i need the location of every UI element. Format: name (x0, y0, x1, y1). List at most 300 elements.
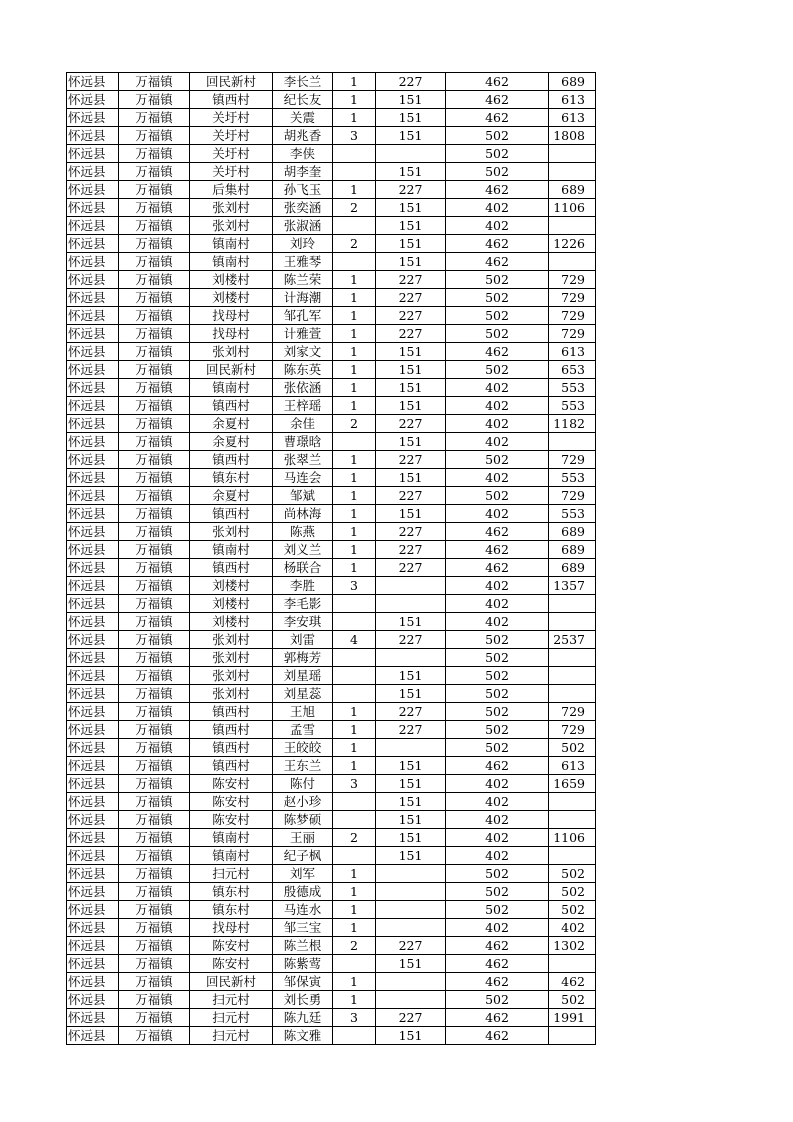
cell-county: 怀远县 (67, 595, 119, 613)
cell-county: 怀远县 (67, 181, 119, 199)
cell-county: 怀远县 (67, 559, 119, 577)
cell-county: 怀远县 (67, 901, 119, 919)
cell-village: 镇南村 (190, 847, 273, 865)
cell-amount-a: 151 (376, 379, 446, 397)
cell-count (333, 595, 376, 613)
cell-village: 镇西村 (190, 757, 273, 775)
cell-county: 怀远县 (67, 1027, 119, 1045)
cell-county: 怀远县 (67, 829, 119, 847)
cell-amount-a (376, 739, 446, 757)
cell-county: 怀远县 (67, 1009, 119, 1027)
cell-village: 回民新村 (190, 73, 273, 91)
cell-town: 万福镇 (119, 325, 190, 343)
table-row (67, 415, 596, 433)
cell-count: 2 (333, 829, 376, 847)
cell-amount-b: 502 (446, 865, 549, 883)
cell-name: 刘义兰 (273, 541, 333, 559)
cell-amount-a: 151 (376, 829, 446, 847)
cell-name: 计海潮 (273, 289, 333, 307)
cell-total: 1226 (549, 235, 596, 253)
cell-town: 万福镇 (119, 559, 190, 577)
cell-amount-b: 462 (446, 181, 549, 199)
cell-name: 陈兰荣 (273, 271, 333, 289)
cell-total: 553 (549, 397, 596, 415)
cell-amount-b: 402 (446, 397, 549, 415)
cell-amount-b: 502 (446, 271, 549, 289)
cell-name: 王皎皎 (273, 739, 333, 757)
cell-count: 1 (333, 271, 376, 289)
cell-amount-b: 402 (446, 919, 549, 937)
cell-town: 万福镇 (119, 829, 190, 847)
cell-name: 张翠兰 (273, 451, 333, 469)
cell-village: 镇西村 (190, 451, 273, 469)
cell-amount-b: 502 (446, 163, 549, 181)
table-row (67, 865, 596, 883)
cell-village: 镇西村 (190, 397, 273, 415)
cell-town: 万福镇 (119, 343, 190, 361)
cell-town: 万福镇 (119, 145, 190, 163)
cell-village: 陈安村 (190, 811, 273, 829)
cell-amount-a: 227 (376, 721, 446, 739)
cell-village: 张刘村 (190, 685, 273, 703)
cell-count: 1 (333, 883, 376, 901)
cell-total (549, 145, 596, 163)
cell-village: 镇西村 (190, 721, 273, 739)
cell-county: 怀远县 (67, 379, 119, 397)
cell-count: 4 (333, 631, 376, 649)
table-row (67, 703, 596, 721)
cell-amount-a (376, 919, 446, 937)
cell-county: 怀远县 (67, 955, 119, 973)
cell-amount-a: 227 (376, 271, 446, 289)
table-row (67, 541, 596, 559)
table-row (67, 199, 596, 217)
cell-total: 402 (549, 919, 596, 937)
cell-amount-a: 227 (376, 937, 446, 955)
cell-amount-b: 402 (446, 577, 549, 595)
table-row (67, 181, 596, 199)
cell-total: 1106 (549, 199, 596, 217)
cell-count (333, 685, 376, 703)
cell-town: 万福镇 (119, 379, 190, 397)
cell-count: 2 (333, 235, 376, 253)
cell-total: 613 (549, 91, 596, 109)
table-row (67, 847, 596, 865)
cell-village: 镇西村 (190, 91, 273, 109)
table-row (67, 433, 596, 451)
table-row (67, 559, 596, 577)
cell-village: 刘楼村 (190, 289, 273, 307)
cell-name: 李侠 (273, 145, 333, 163)
table-row (67, 667, 596, 685)
cell-name: 王旭 (273, 703, 333, 721)
cell-total: 689 (549, 559, 596, 577)
cell-name: 刘星蕊 (273, 685, 333, 703)
cell-amount-b: 402 (446, 199, 549, 217)
cell-count: 1 (333, 307, 376, 325)
cell-count: 1 (333, 487, 376, 505)
cell-town: 万福镇 (119, 775, 190, 793)
cell-town: 万福镇 (119, 955, 190, 973)
cell-county: 怀远县 (67, 451, 119, 469)
cell-amount-b: 502 (446, 487, 549, 505)
cell-count (333, 613, 376, 631)
cell-name: 刘星瑶 (273, 667, 333, 685)
cell-amount-a: 151 (376, 685, 446, 703)
cell-total: 613 (549, 757, 596, 775)
cell-village: 张刘村 (190, 343, 273, 361)
cell-amount-a: 151 (376, 361, 446, 379)
cell-amount-b: 462 (446, 973, 549, 991)
cell-amount-a: 227 (376, 703, 446, 721)
table-row (67, 901, 596, 919)
cell-amount-b: 462 (446, 541, 549, 559)
cell-town: 万福镇 (119, 631, 190, 649)
cell-amount-b: 502 (446, 703, 549, 721)
cell-name: 郭梅芳 (273, 649, 333, 667)
cell-amount-a: 151 (376, 613, 446, 631)
cell-total: 1302 (549, 937, 596, 955)
cell-town: 万福镇 (119, 721, 190, 739)
cell-name: 杨联合 (273, 559, 333, 577)
cell-town: 万福镇 (119, 181, 190, 199)
cell-amount-a: 151 (376, 757, 446, 775)
cell-name: 陈付 (273, 775, 333, 793)
cell-name: 陈文雅 (273, 1027, 333, 1045)
table-row (67, 577, 596, 595)
cell-amount-b: 502 (446, 451, 549, 469)
cell-amount-a: 227 (376, 415, 446, 433)
cell-town: 万福镇 (119, 127, 190, 145)
cell-town: 万福镇 (119, 199, 190, 217)
cell-name: 李胜 (273, 577, 333, 595)
cell-amount-b: 402 (446, 217, 549, 235)
table-row (67, 289, 596, 307)
cell-total: 729 (549, 451, 596, 469)
cell-village: 镇西村 (190, 559, 273, 577)
cell-count: 1 (333, 757, 376, 775)
cell-name: 殷德成 (273, 883, 333, 901)
table-row (67, 883, 596, 901)
cell-name: 陈梦硕 (273, 811, 333, 829)
cell-amount-b: 402 (446, 811, 549, 829)
cell-name: 邹三宝 (273, 919, 333, 937)
table-row (67, 145, 596, 163)
cell-town: 万福镇 (119, 163, 190, 181)
cell-village: 关圩村 (190, 145, 273, 163)
cell-amount-a (376, 145, 446, 163)
cell-name: 陈紫莺 (273, 955, 333, 973)
cell-amount-b: 402 (446, 829, 549, 847)
cell-total: 729 (549, 325, 596, 343)
table-row (67, 739, 596, 757)
cell-county: 怀远县 (67, 775, 119, 793)
table-body (67, 73, 596, 1045)
cell-name: 马连会 (273, 469, 333, 487)
cell-total (549, 649, 596, 667)
cell-name: 孙飞玉 (273, 181, 333, 199)
cell-amount-b: 462 (446, 1027, 549, 1045)
cell-town: 万福镇 (119, 973, 190, 991)
cell-total: 689 (549, 541, 596, 559)
cell-village: 后集村 (190, 181, 273, 199)
cell-count: 2 (333, 199, 376, 217)
cell-name: 胡李奎 (273, 163, 333, 181)
cell-county: 怀远县 (67, 199, 119, 217)
cell-town: 万福镇 (119, 361, 190, 379)
cell-county: 怀远县 (67, 973, 119, 991)
cell-village: 张刘村 (190, 217, 273, 235)
cell-count (333, 793, 376, 811)
cell-name: 邹斌 (273, 487, 333, 505)
cell-county: 怀远县 (67, 613, 119, 631)
cell-amount-b: 462 (446, 1009, 549, 1027)
cell-county: 怀远县 (67, 505, 119, 523)
cell-town: 万福镇 (119, 397, 190, 415)
cell-amount-a: 227 (376, 73, 446, 91)
table-row (67, 487, 596, 505)
cell-name: 陈东英 (273, 361, 333, 379)
table-row (67, 307, 596, 325)
cell-amount-a: 151 (376, 127, 446, 145)
cell-total: 613 (549, 109, 596, 127)
cell-amount-a: 151 (376, 793, 446, 811)
cell-town: 万福镇 (119, 685, 190, 703)
cell-amount-a (376, 883, 446, 901)
cell-total (549, 811, 596, 829)
cell-total: 613 (549, 343, 596, 361)
cell-village: 镇东村 (190, 883, 273, 901)
cell-amount-a (376, 865, 446, 883)
cell-count (333, 433, 376, 451)
cell-county: 怀远县 (67, 361, 119, 379)
cell-village: 找母村 (190, 325, 273, 343)
cell-total (549, 685, 596, 703)
cell-village: 镇东村 (190, 469, 273, 487)
cell-county: 怀远县 (67, 163, 119, 181)
cell-total: 689 (549, 181, 596, 199)
cell-count: 1 (333, 91, 376, 109)
cell-amount-b: 402 (446, 433, 549, 451)
cell-county: 怀远县 (67, 397, 119, 415)
cell-count: 1 (333, 73, 376, 91)
cell-town: 万福镇 (119, 271, 190, 289)
cell-count: 1 (333, 469, 376, 487)
cell-village: 扫元村 (190, 865, 273, 883)
cell-amount-a: 151 (376, 667, 446, 685)
table-row (67, 937, 596, 955)
cell-name: 张奕涵 (273, 199, 333, 217)
table-row (67, 721, 596, 739)
cell-town: 万福镇 (119, 541, 190, 559)
cell-village: 镇南村 (190, 253, 273, 271)
cell-amount-b: 502 (446, 127, 549, 145)
cell-count (333, 163, 376, 181)
cell-town: 万福镇 (119, 847, 190, 865)
cell-town: 万福镇 (119, 469, 190, 487)
cell-county: 怀远县 (67, 289, 119, 307)
table-row (67, 1009, 596, 1027)
cell-name: 陈燕 (273, 523, 333, 541)
cell-amount-b: 402 (446, 379, 549, 397)
cell-town: 万福镇 (119, 253, 190, 271)
cell-name: 陈九廷 (273, 1009, 333, 1027)
table-row (67, 829, 596, 847)
data-table (66, 72, 596, 1045)
table-row (67, 379, 596, 397)
cell-count: 1 (333, 739, 376, 757)
cell-village: 余夏村 (190, 487, 273, 505)
cell-county: 怀远县 (67, 883, 119, 901)
cell-total: 729 (549, 271, 596, 289)
cell-name: 王东兰 (273, 757, 333, 775)
cell-count: 1 (333, 523, 376, 541)
cell-count: 1 (333, 919, 376, 937)
cell-total: 1659 (549, 775, 596, 793)
cell-amount-a: 151 (376, 253, 446, 271)
cell-town: 万福镇 (119, 811, 190, 829)
cell-name: 李安琪 (273, 613, 333, 631)
cell-total: 1991 (549, 1009, 596, 1027)
cell-town: 万福镇 (119, 595, 190, 613)
cell-name: 胡兆香 (273, 127, 333, 145)
cell-count: 1 (333, 559, 376, 577)
cell-count: 3 (333, 775, 376, 793)
cell-town: 万福镇 (119, 901, 190, 919)
cell-total (549, 613, 596, 631)
cell-county: 怀远县 (67, 703, 119, 721)
cell-town: 万福镇 (119, 865, 190, 883)
cell-amount-b: 502 (446, 667, 549, 685)
cell-county: 怀远县 (67, 757, 119, 775)
cell-county: 怀远县 (67, 685, 119, 703)
cell-amount-a: 151 (376, 469, 446, 487)
cell-amount-a: 151 (376, 505, 446, 523)
cell-amount-a (376, 973, 446, 991)
table-row (67, 595, 596, 613)
cell-count: 1 (333, 865, 376, 883)
cell-village: 张刘村 (190, 649, 273, 667)
cell-amount-a (376, 595, 446, 613)
cell-name: 王梓瑶 (273, 397, 333, 415)
cell-amount-a: 227 (376, 307, 446, 325)
cell-name: 刘玲 (273, 235, 333, 253)
cell-town: 万福镇 (119, 667, 190, 685)
cell-count: 1 (333, 289, 376, 307)
cell-village: 陈安村 (190, 775, 273, 793)
cell-count: 1 (333, 109, 376, 127)
table-row (67, 163, 596, 181)
cell-county: 怀远县 (67, 631, 119, 649)
cell-village: 刘楼村 (190, 595, 273, 613)
cell-town: 万福镇 (119, 235, 190, 253)
table-row (67, 685, 596, 703)
cell-amount-b: 462 (446, 937, 549, 955)
table-row (67, 253, 596, 271)
cell-name: 张依涵 (273, 379, 333, 397)
cell-village: 镇东村 (190, 901, 273, 919)
cell-count: 1 (333, 703, 376, 721)
cell-total (549, 595, 596, 613)
cell-county: 怀远县 (67, 991, 119, 1009)
cell-amount-a: 151 (376, 811, 446, 829)
cell-amount-b: 502 (446, 883, 549, 901)
cell-total: 553 (549, 379, 596, 397)
cell-town: 万福镇 (119, 415, 190, 433)
cell-total: 1182 (549, 415, 596, 433)
cell-name: 李毛影 (273, 595, 333, 613)
cell-amount-a: 151 (376, 775, 446, 793)
cell-town: 万福镇 (119, 739, 190, 757)
cell-county: 怀远县 (67, 343, 119, 361)
cell-county: 怀远县 (67, 865, 119, 883)
cell-county: 怀远县 (67, 91, 119, 109)
cell-name: 孟雪 (273, 721, 333, 739)
cell-amount-a: 151 (376, 847, 446, 865)
cell-amount-b: 502 (446, 685, 549, 703)
cell-count (333, 955, 376, 973)
cell-county: 怀远县 (67, 469, 119, 487)
table-row (67, 343, 596, 361)
cell-total (549, 253, 596, 271)
cell-name: 余佳 (273, 415, 333, 433)
cell-amount-b: 502 (446, 739, 549, 757)
cell-name: 刘雷 (273, 631, 333, 649)
cell-amount-b: 462 (446, 73, 549, 91)
cell-name: 王雅琴 (273, 253, 333, 271)
cell-amount-a: 227 (376, 451, 446, 469)
cell-amount-a: 227 (376, 631, 446, 649)
cell-county: 怀远县 (67, 739, 119, 757)
cell-county: 怀远县 (67, 217, 119, 235)
cell-amount-b: 502 (446, 901, 549, 919)
cell-village: 刘楼村 (190, 613, 273, 631)
cell-village: 镇南村 (190, 541, 273, 559)
cell-amount-b: 502 (446, 307, 549, 325)
cell-town: 万福镇 (119, 433, 190, 451)
cell-name: 纪长友 (273, 91, 333, 109)
table-row (67, 955, 596, 973)
cell-name: 李长兰 (273, 73, 333, 91)
cell-amount-a: 151 (376, 109, 446, 127)
cell-total: 1808 (549, 127, 596, 145)
cell-town: 万福镇 (119, 937, 190, 955)
cell-village: 关圩村 (190, 127, 273, 145)
table-row (67, 325, 596, 343)
cell-count (333, 217, 376, 235)
table-row (67, 91, 596, 109)
cell-count: 1 (333, 901, 376, 919)
cell-count: 1 (333, 379, 376, 397)
cell-count: 1 (333, 451, 376, 469)
cell-total: 502 (549, 865, 596, 883)
cell-count (333, 847, 376, 865)
cell-county: 怀远县 (67, 811, 119, 829)
cell-total: 729 (549, 307, 596, 325)
table-row (67, 775, 596, 793)
cell-count: 1 (333, 541, 376, 559)
cell-county: 怀远县 (67, 73, 119, 91)
cell-count: 1 (333, 361, 376, 379)
table-row (67, 361, 596, 379)
cell-total: 689 (549, 523, 596, 541)
cell-total: 1357 (549, 577, 596, 595)
cell-total: 689 (549, 73, 596, 91)
cell-name: 纪子枫 (273, 847, 333, 865)
cell-town: 万福镇 (119, 487, 190, 505)
table-row (67, 217, 596, 235)
cell-county: 怀远县 (67, 325, 119, 343)
